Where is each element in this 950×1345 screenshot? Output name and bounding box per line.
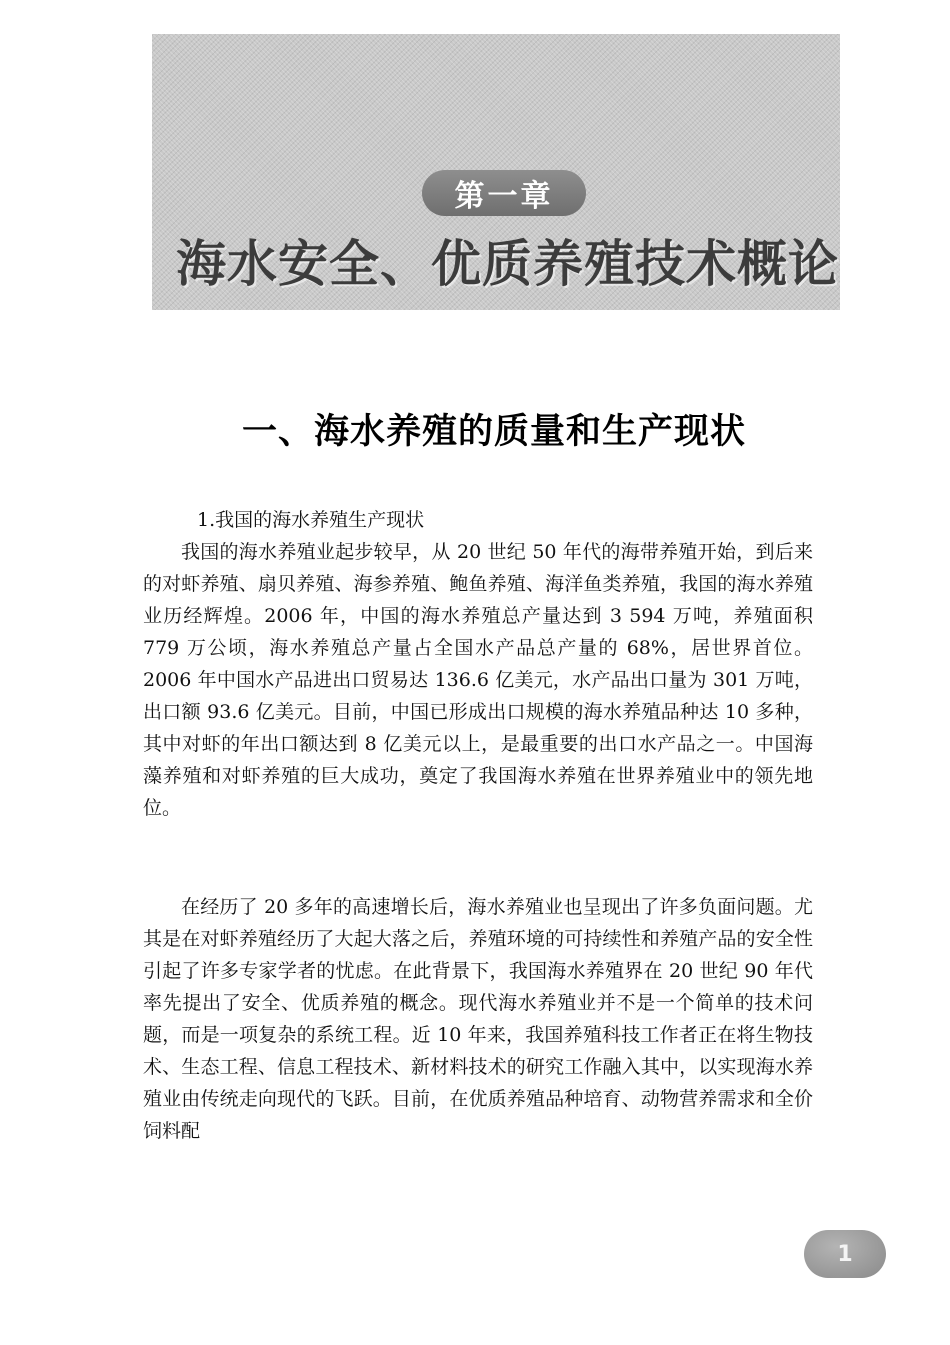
section-heading: 一、海水养殖的质量和生产现状 <box>242 411 747 452</box>
chapter-banner <box>152 34 840 310</box>
chapter-label-badge <box>422 170 586 216</box>
page-number-badge <box>804 1230 886 1278</box>
body-paragraph: 在经历了 20 多年的高速增长后，海水养殖业也呈现出了许多负面问题。尤其是在对虾养殖经历了大起大落之后，养殖环境的可持续性和养殖产品的安全性引起了许多专家学者的忧虑。在此背景下，我国海水养殖界在 20 世纪 90 年代率先提出了安全、优质养殖的概念。现代海水养殖业并不是一个简单的技术问题，而是一项复杂的系统工程。近 10 年来，我国养殖科技工作者正在将生物技术、生态工程、信息工程技术、新材料技术的研究工作融入其中，以实现海水养殖业由传统走向现代的飞跃。目前，在优质养殖品种培育、动物营养需求和全价饲料配 <box>143 896 813 1142</box>
chapter-title: 海水安全、优质养殖技术概论 <box>176 235 839 293</box>
body-paragraph: 我国的海水养殖业起步较早，从 20 世纪 50 年代的海带养殖开始，到后来的对虾养殖、扇贝养殖、海参养殖、鲍鱼养殖、海洋鱼类养殖，我国的海水养殖业历经辉煌。2006 年，中国的海水养殖总产量达到 3 594 万吨，养殖面积 779 万公顷，海水养殖总产量占全国水产品总产量的 68%，居世界首位。2006 年中国水产品进出口贸易达 136.6 亿美元，水产品出口量为 301 万吨，出口额 93.6 亿美元。目前，中国已形成出口规模的海水养殖品种达 10 多种，其中对虾的年出口额达到 8 亿美元以上，是最重要的出口水产品之一。中国海藻养殖和对虾养殖的巨大成功，奠定了我国海水养殖在世界养殖业中的领先地位。 <box>143 541 813 819</box>
subsection-title: 1.我国的海水养殖生产现状 <box>197 509 425 531</box>
page-number: 1 <box>837 1241 853 1267</box>
chapter-label: 第一章 <box>454 179 554 214</box>
